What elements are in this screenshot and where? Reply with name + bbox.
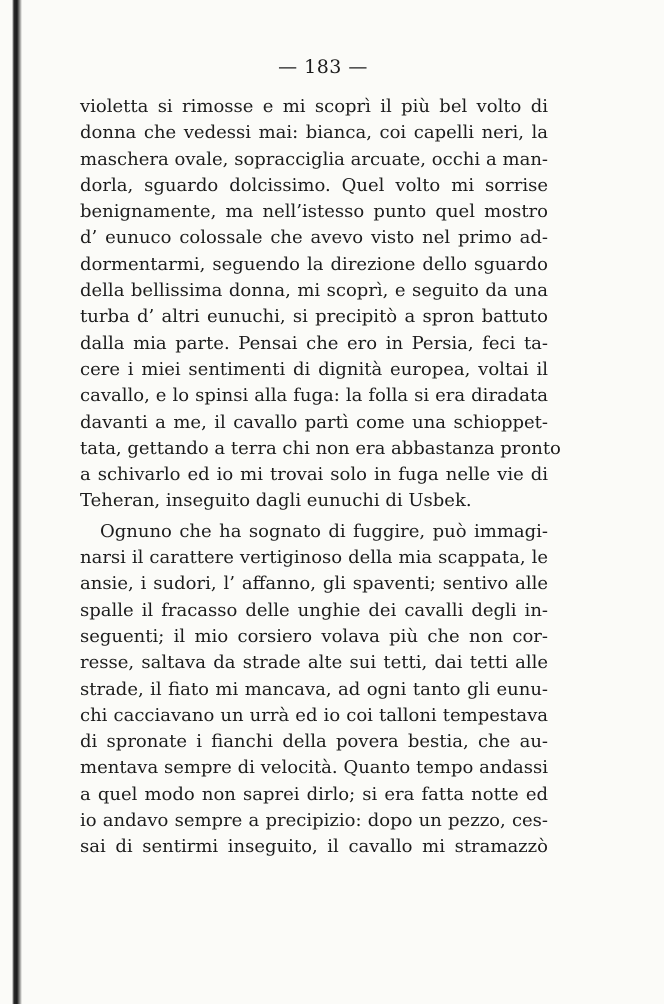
text-line: narsi il carattere vertiginoso della mia scappata, le [80, 547, 548, 569]
text-line: seguenti; il mio corsiero volava più che non cor- [80, 625, 548, 647]
text-line: d’ eunuco colossale che avevo visto nel primo ad- [80, 227, 548, 249]
book-page [80, 56, 561, 861]
text-line: violetta si rimosse e mi scoprì il più bel volto di [80, 96, 548, 117]
text-line: cavallo, e lo spinsi alla fuga: la folla si era diradata [80, 385, 548, 407]
text-line: dalla mia parte. Pensai che ero in Persia, feci ta- [80, 332, 548, 354]
book-spine-shadow [0, 0, 22, 1004]
text-line: di spronate i fianchi della povera bestia, che au- [80, 731, 548, 753]
text-line: dorla, sguardo dolcissimo. Quel volto mi sorrise [80, 174, 548, 196]
text-line: a quel modo non saprei dirlo; si era fatta notte ed [80, 783, 548, 805]
text-line: spalle il fracasso delle unghie dei cavalli degli in- [80, 599, 548, 621]
text-line: benignamente, ma nell’istesso punto quel mostro [80, 201, 548, 223]
text-line: della bellissima donna, mi scoprì, e seguito da una [80, 280, 548, 302]
paragraph-1 [80, 94, 561, 515]
paragraph-2 [80, 519, 548, 861]
text-line: Teheran, inseguito dagli eunuchi di Usbek. [80, 490, 472, 512]
text-line: sai di sentirmi inseguito, il cavallo mi stramazzò [80, 836, 548, 858]
text-line: tata, gettando a terra chi non era abbastanza pronto [80, 437, 561, 459]
text-line: io andavo sempre a precipizio: dopo un pezzo, ces- [80, 810, 548, 832]
text-line: mentava sempre di velocità. Quanto tempo andassi [80, 757, 548, 779]
page-number: — 183 — [278, 56, 368, 78]
text-line: Ognuno che ha sognato di fuggire, può immagi- [100, 520, 548, 542]
text-line: donna che vedessi mai: bianca, coi capelli neri, la [80, 122, 548, 144]
text-line: cere i miei sentimenti di dignità europea, voltai il [80, 358, 548, 380]
text-line: chi cacciavano un urrà ed io coi talloni tempestava [80, 704, 548, 726]
text-line: turba d’ altri eunuchi, si precipitò a spron battuto [80, 306, 548, 328]
text-line: maschera ovale, sopracciglia arcuate, occhi a man- [80, 148, 548, 170]
text-line: a schivarlo ed io mi trovai solo in fuga nelle vie di [80, 464, 548, 486]
text-line: resse, saltava da strade alte sui tetti, dai tetti alle [80, 652, 548, 674]
text-line: davanti a me, il cavallo partì come una schioppet- [80, 411, 548, 433]
text-line: dormentarmi, seguendo la direzione dello sguardo [80, 253, 548, 275]
text-line: strade, il fiato mi mancava, ad ogni tanto gli eunu- [80, 678, 548, 700]
text-line: ansie, i sudori, l’ affanno, gli spaventi; sentivo alle [80, 573, 548, 595]
